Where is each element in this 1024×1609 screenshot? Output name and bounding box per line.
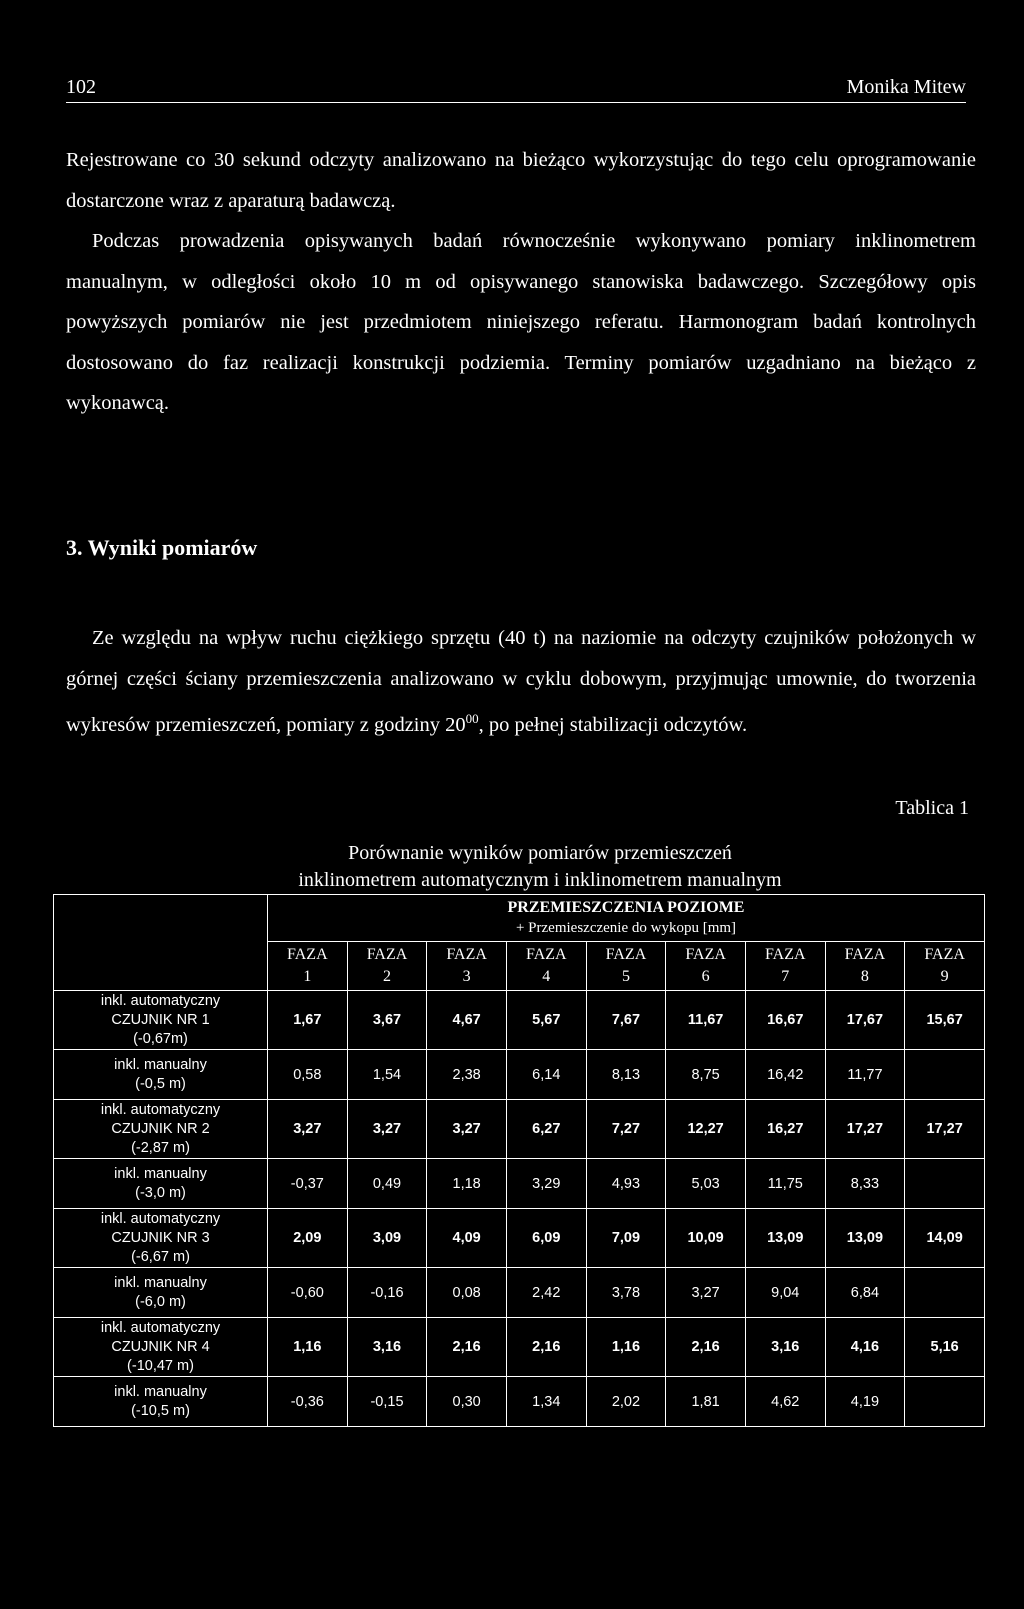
table-cell: 5,67 bbox=[506, 991, 586, 1050]
phase-header-cell bbox=[586, 942, 666, 991]
group-subtitle: + Przemieszczenie do wykopu [mm] bbox=[515, 920, 737, 936]
table-cell: 17,27 bbox=[905, 1100, 985, 1159]
row-label-cell bbox=[54, 1377, 268, 1427]
table-cell: 14,09 bbox=[905, 1209, 985, 1268]
row-label-line: inkl. manualny bbox=[114, 1165, 207, 1182]
table-cell: 1,16 bbox=[268, 1318, 348, 1377]
table-cell: 3,16 bbox=[745, 1318, 825, 1377]
row-label-line: (-2,87 m) bbox=[131, 1139, 190, 1156]
row-label-line: (-10,47 m) bbox=[127, 1357, 194, 1374]
table-caption-line-2: inklinometrem automatycznym i inklinometrem manualnym bbox=[298, 869, 782, 891]
table-header-row bbox=[54, 895, 985, 942]
table-cell: 3,78 bbox=[586, 1268, 666, 1318]
table-cell: 3,09 bbox=[347, 1209, 427, 1268]
row-label-cell bbox=[54, 1050, 268, 1100]
table-cell: 7,67 bbox=[586, 991, 666, 1050]
phase-number: 4 bbox=[542, 968, 551, 985]
intro-paragraph-1: Rejestrowane co 30 sekund odczyty analizowano na bieżąco wykorzystując do tego celu oprogramowanie dostarczone wraz z aparaturą badawczą. bbox=[66, 149, 976, 212]
phase-number: 7 bbox=[781, 968, 790, 985]
table-cell: 8,33 bbox=[825, 1159, 905, 1209]
table-cell bbox=[905, 1050, 985, 1100]
phase-word: FAZA bbox=[764, 946, 806, 963]
table-row bbox=[54, 1268, 985, 1318]
row-label-line: inkl. manualny bbox=[114, 1274, 207, 1291]
table-cell: 15,67 bbox=[905, 991, 985, 1050]
table-row bbox=[54, 1050, 985, 1100]
row-label-line: (-0,5 m) bbox=[135, 1075, 186, 1092]
table-cell: 13,09 bbox=[745, 1209, 825, 1268]
phase-header-cell bbox=[347, 942, 427, 991]
table-cell: 10,09 bbox=[666, 1209, 746, 1268]
table-cell: 6,09 bbox=[506, 1209, 586, 1268]
row-label-line: inkl. automatyczny bbox=[100, 1210, 221, 1227]
table-cell: 5,03 bbox=[666, 1159, 746, 1209]
row-label-line: inkl. automatyczny bbox=[100, 992, 221, 1009]
table-cell: 8,13 bbox=[586, 1050, 666, 1100]
table-cell: 4,67 bbox=[427, 991, 507, 1050]
row-label-cell bbox=[54, 1100, 268, 1159]
row-label-line: (-3,0 m) bbox=[135, 1184, 186, 1201]
table-cell: -0,15 bbox=[347, 1377, 427, 1427]
table-cell: 3,27 bbox=[347, 1100, 427, 1159]
row-label-cell bbox=[54, 991, 268, 1050]
table-cell: -0,16 bbox=[347, 1268, 427, 1318]
table-cell: 6,27 bbox=[506, 1100, 586, 1159]
table-cell: 0,58 bbox=[268, 1050, 348, 1100]
table-cell: 3,29 bbox=[506, 1159, 586, 1209]
section-text bbox=[66, 618, 976, 745]
table-cell: 3,67 bbox=[347, 991, 427, 1050]
table-cell: 3,27 bbox=[268, 1100, 348, 1159]
table-cell: 2,16 bbox=[506, 1318, 586, 1377]
table-cell: 1,34 bbox=[506, 1377, 586, 1427]
table-cell: 12,27 bbox=[666, 1100, 746, 1159]
row-label-line: inkl. automatyczny bbox=[100, 1101, 221, 1118]
page-number: 102 bbox=[66, 76, 96, 98]
table-row bbox=[54, 1377, 985, 1427]
table-caption-line-1: Porównanie wyników pomiarów przemieszczeń bbox=[348, 842, 732, 864]
phase-number: 3 bbox=[462, 968, 471, 985]
row-label-line: inkl. automatyczny bbox=[100, 1319, 221, 1336]
phase-header-cell bbox=[427, 942, 507, 991]
intro-paragraph-2: Podczas prowadzenia opisywanych badań równocześnie wykonywano pomiary inklinometrem manualnym, w odległości około 10 m od opisywanego stanowiska badawczego. Szczegółowy opis powyższych pomiarów nie jest przedmiotem niniejszego referatu. Harmonogram badań kontrolnych dostosowano do faz realizacji konstrukcji podziemia. Terminy pomiarów uzgadniano na bieżąco z wykonawcą. bbox=[66, 230, 976, 414]
row-label-line: (-6,0 m) bbox=[135, 1293, 186, 1310]
table-cell: 2,38 bbox=[427, 1050, 507, 1100]
table-cell: 3,27 bbox=[427, 1100, 507, 1159]
phase-number: 9 bbox=[940, 968, 949, 985]
table-cell: 3,16 bbox=[347, 1318, 427, 1377]
phase-header-cell bbox=[666, 942, 746, 991]
table-cell: 16,67 bbox=[745, 991, 825, 1050]
row-label-line: CZUJNIK NR 2 bbox=[111, 1120, 210, 1137]
section-title: 3. Wyniki pomiarów bbox=[66, 535, 258, 560]
phase-word: FAZA bbox=[844, 946, 886, 963]
table-cell: 2,02 bbox=[586, 1377, 666, 1427]
phase-word: FAZA bbox=[287, 946, 328, 963]
phase-word: FAZA bbox=[924, 946, 965, 963]
table-cell: 17,27 bbox=[825, 1100, 905, 1159]
table-cell: 1,16 bbox=[586, 1318, 666, 1377]
table-cell: 8,75 bbox=[666, 1050, 746, 1100]
row-label-line: CZUJNIK NR 4 bbox=[111, 1338, 210, 1355]
table-row bbox=[54, 1318, 985, 1377]
table-cell bbox=[905, 1377, 985, 1427]
running-author: Monika Mitew bbox=[846, 76, 966, 98]
table-cell: 6,14 bbox=[506, 1050, 586, 1100]
phase-header-cell bbox=[825, 942, 905, 991]
table-cell: 0,49 bbox=[347, 1159, 427, 1209]
table-cell: 7,09 bbox=[586, 1209, 666, 1268]
table-cell: 7,27 bbox=[586, 1100, 666, 1159]
table-corner-cell bbox=[54, 895, 268, 991]
table-cell: 5,16 bbox=[905, 1318, 985, 1377]
table-cell: 11,75 bbox=[745, 1159, 825, 1209]
table-cell: 1,54 bbox=[347, 1050, 427, 1100]
table-caption bbox=[220, 840, 860, 894]
table-cell: 2,16 bbox=[666, 1318, 746, 1377]
table-cell: 9,04 bbox=[745, 1268, 825, 1318]
table-cell: 1,18 bbox=[427, 1159, 507, 1209]
phase-word: FAZA bbox=[366, 946, 408, 963]
row-label-line: inkl. manualny bbox=[114, 1383, 207, 1400]
table-cell: 2,09 bbox=[268, 1209, 348, 1268]
table-row bbox=[54, 991, 985, 1050]
phase-word: FAZA bbox=[446, 946, 487, 963]
table-cell bbox=[905, 1268, 985, 1318]
table-cell: 3,27 bbox=[666, 1268, 746, 1318]
table-cell: 0,08 bbox=[427, 1268, 507, 1318]
row-label-line: (-6,67 m) bbox=[131, 1248, 190, 1265]
table-cell: 16,42 bbox=[745, 1050, 825, 1100]
table-cell: 2,42 bbox=[506, 1268, 586, 1318]
row-label-line: inkl. manualny bbox=[114, 1056, 207, 1073]
table-cell: 2,16 bbox=[427, 1318, 507, 1377]
page-header bbox=[66, 76, 966, 103]
table-cell: 4,09 bbox=[427, 1209, 507, 1268]
phase-header-cell bbox=[905, 942, 985, 991]
section-paragraph-superscript: 00 bbox=[465, 711, 479, 726]
row-label-cell bbox=[54, 1209, 268, 1268]
row-label-cell bbox=[54, 1159, 268, 1209]
table-cell: 16,27 bbox=[745, 1100, 825, 1159]
phase-number: 8 bbox=[860, 968, 869, 985]
results-table bbox=[53, 894, 985, 1427]
row-label-line: (-0,67m) bbox=[133, 1030, 188, 1047]
phase-word: FAZA bbox=[526, 946, 567, 963]
section-paragraph bbox=[66, 618, 976, 745]
table-cell: -0,60 bbox=[268, 1268, 348, 1318]
group-header bbox=[268, 895, 985, 942]
group-title: PRZEMIESZCZENIA POZIOME bbox=[507, 899, 745, 916]
row-label-cell bbox=[54, 1318, 268, 1377]
row-label-line: CZUJNIK NR 1 bbox=[111, 1011, 210, 1028]
table-cell: 1,67 bbox=[268, 991, 348, 1050]
table-cell bbox=[905, 1159, 985, 1209]
table-row bbox=[54, 1100, 985, 1159]
section-paragraph-tail: , po pełnej stabilizacji odczytów. bbox=[478, 713, 748, 736]
table-cell: 4,16 bbox=[825, 1318, 905, 1377]
table-cell: -0,36 bbox=[268, 1377, 348, 1427]
intro-text bbox=[66, 140, 976, 424]
table-cell: 4,62 bbox=[745, 1377, 825, 1427]
table-cell: 11,77 bbox=[825, 1050, 905, 1100]
table-cell: 13,09 bbox=[825, 1209, 905, 1268]
table-cell: 17,67 bbox=[825, 991, 905, 1050]
phase-word: FAZA bbox=[605, 946, 647, 963]
table-cell: 6,84 bbox=[825, 1268, 905, 1318]
phase-header-cell bbox=[506, 942, 586, 991]
table-cell: 4,19 bbox=[825, 1377, 905, 1427]
row-label-line: (-10,5 m) bbox=[131, 1402, 190, 1419]
phase-header-cell bbox=[745, 942, 825, 991]
phase-number: 1 bbox=[303, 968, 312, 985]
table-row bbox=[54, 1159, 985, 1209]
row-label-cell bbox=[54, 1268, 268, 1318]
table-cell: 1,81 bbox=[666, 1377, 746, 1427]
phase-number: 2 bbox=[382, 968, 391, 985]
phase-header-cell bbox=[268, 942, 348, 991]
table-label: Tablica 1 bbox=[895, 797, 969, 819]
table-cell: 4,93 bbox=[586, 1159, 666, 1209]
phase-word: FAZA bbox=[685, 946, 726, 963]
phase-number: 5 bbox=[621, 968, 630, 985]
table-cell: -0,37 bbox=[268, 1159, 348, 1209]
table-row bbox=[54, 1209, 985, 1268]
table-cell: 11,67 bbox=[666, 991, 746, 1050]
phase-number: 6 bbox=[701, 968, 710, 985]
row-label-line: CZUJNIK NR 3 bbox=[111, 1229, 210, 1246]
table-cell: 0,30 bbox=[427, 1377, 507, 1427]
section-paragraph-text: Ze względu na wpływ ruchu ciężkiego sprzętu (40 t) na naziomie na odczyty czujników położonych w górnej części ściany przemieszczenia analizowano w cyklu dobowym, przyjmując umownie, do tworzenia wykresów przemieszczeń, pomiary z godziny 20 bbox=[66, 627, 976, 736]
